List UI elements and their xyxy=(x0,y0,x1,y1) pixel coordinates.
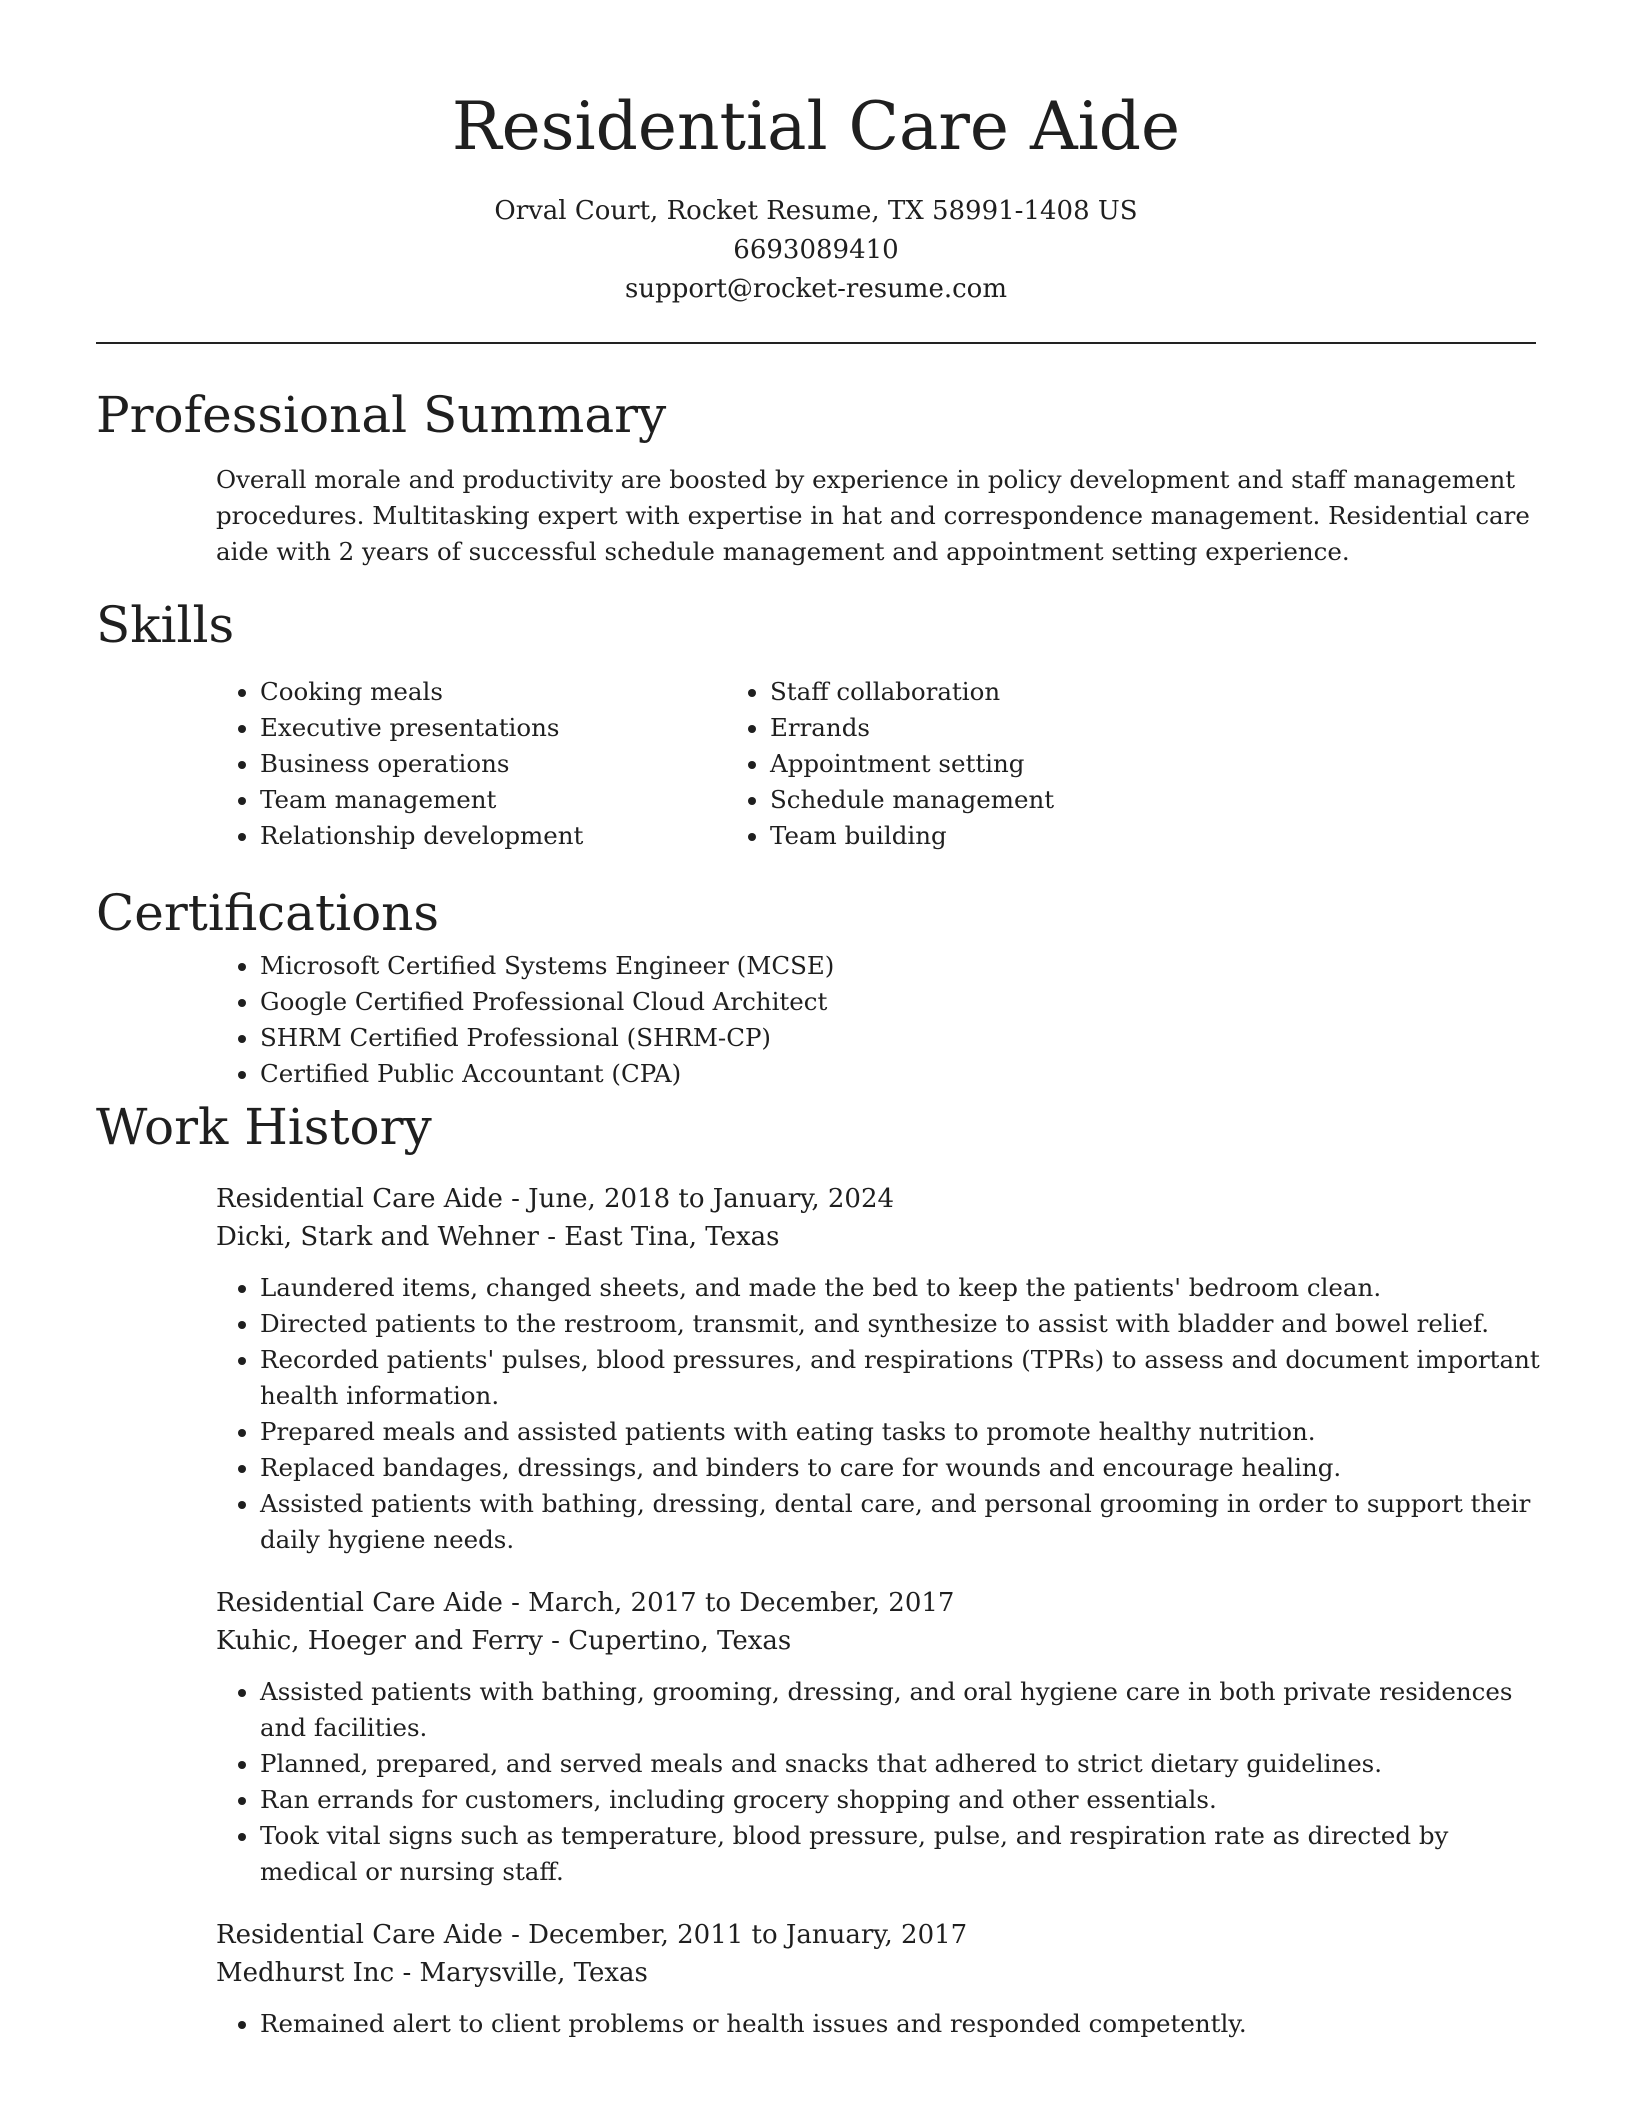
job-title: Residential Care Aide - June, 2018 to January, 2024 xyxy=(216,1184,895,1214)
certification-item: • Microsoft Certified Systems Engineer (MCSE) xyxy=(260,948,1536,984)
resume-body xyxy=(96,380,1540,2068)
certifications-list xyxy=(96,948,1536,1092)
skill-item: • Relationship development xyxy=(260,818,910,854)
job-bullet: • Prepared meals and assisted patients with eating tasks to promote healthy nutrition. xyxy=(260,1414,1540,1450)
contact-info xyxy=(0,192,1632,309)
job-company: Medhurst Inc - Marysville, Texas xyxy=(216,1958,648,1988)
job-title: Residential Care Aide - March, 2017 to December, 2017 xyxy=(216,1588,955,1618)
job-company: Dicki, Stark and Wehner - East Tina, Texas xyxy=(216,1222,780,1252)
skills-section xyxy=(96,590,1536,854)
skill-item: • Team management xyxy=(260,782,910,818)
job-bullets xyxy=(216,2006,1540,2042)
work-history-heading: Work History xyxy=(96,1098,432,1156)
job-bullet: • Planned, prepared, and served meals and snacks that adhered to strict dietary guidelines. xyxy=(260,1746,1540,1782)
skill-item: • Schedule management xyxy=(770,782,1420,818)
certification-item: • SHRM Certified Professional (SHRM-CP) xyxy=(260,1020,1536,1056)
work-history-section xyxy=(96,1092,1540,2042)
skills-heading: Skills xyxy=(96,596,235,654)
job-company: Kuhic, Hoeger and Ferry - Cupertino, Texas xyxy=(216,1626,792,1656)
skill-item: • Errands xyxy=(770,710,1420,746)
job-bullet: • Assisted patients with bathing, grooming, dressing, and oral hygiene care in both private residences and facilities. xyxy=(260,1674,1540,1746)
certification-item: • Certified Public Accountant (CPA) xyxy=(260,1056,1536,1092)
job-bullets xyxy=(216,1270,1540,1558)
skill-item: • Executive presentations xyxy=(260,710,910,746)
address: Orval Court, Rocket Resume, TX 58991-1408 US xyxy=(494,196,1138,226)
job-title: Residential Care Aide - December, 2011 to January, 2017 xyxy=(216,1920,968,1950)
summary-heading: Professional Summary xyxy=(96,386,667,444)
job-bullet: • Recorded patients' pulses, blood pressures, and respirations (TPRs) to assess and document important health information. xyxy=(260,1342,1540,1414)
skill-item: • Team building xyxy=(770,818,1420,854)
summary-section xyxy=(96,380,1536,570)
resume-header xyxy=(0,0,1632,309)
job-entry xyxy=(216,1916,1536,2042)
certifications-section xyxy=(96,878,1536,1092)
job-entry xyxy=(216,1584,1536,1890)
email: support@rocket-resume.com xyxy=(624,274,1007,304)
skills-grid xyxy=(96,674,1536,854)
header-divider xyxy=(96,342,1536,344)
skill-item: • Business operations xyxy=(260,746,910,782)
summary-text: Overall morale and productivity are boosted by experience in policy development and staff management procedures. Multitasking expert with expertise in hat and correspondence management. Residential care aide with 2 years of successful schedule management and appointment setting experience. xyxy=(216,465,1530,566)
skill-item: • Cooking meals xyxy=(260,674,910,710)
job-bullet: • Replaced bandages, dressings, and binders to care for wounds and encourage healing. xyxy=(260,1450,1540,1486)
certification-item: • Google Certified Professional Cloud Architect xyxy=(260,984,1536,1020)
job-bullet: • Directed patients to the restroom, transmit, and synthesize to assist with bladder and bowel relief. xyxy=(260,1306,1540,1342)
job-bullet: • Ran errands for customers, including grocery shopping and other essentials. xyxy=(260,1782,1540,1818)
skills-column-2 xyxy=(770,674,1420,854)
job-bullet: • Laundered items, changed sheets, and made the bed to keep the patients' bedroom clean. xyxy=(260,1270,1540,1306)
candidate-name: Residential Care Aide xyxy=(451,88,1181,165)
job-entry xyxy=(216,1180,1540,1558)
job-bullet: • Assisted patients with bathing, dressing, dental care, and personal grooming in order to support their daily hygiene needs. xyxy=(260,1486,1540,1558)
job-bullet: • Remained alert to client problems or health issues and responded competently. xyxy=(260,2006,1540,2042)
job-bullet: • Took vital signs such as temperature, blood pressure, pulse, and respiration rate as directed by medical or nursing staff. xyxy=(260,1818,1540,1890)
phone: 6693089410 xyxy=(733,235,899,265)
job-bullets xyxy=(216,1674,1540,1890)
certifications-heading: Certifications xyxy=(96,884,440,942)
skill-item: • Staff collaboration xyxy=(770,674,1420,710)
skill-item: • Appointment setting xyxy=(770,746,1420,782)
